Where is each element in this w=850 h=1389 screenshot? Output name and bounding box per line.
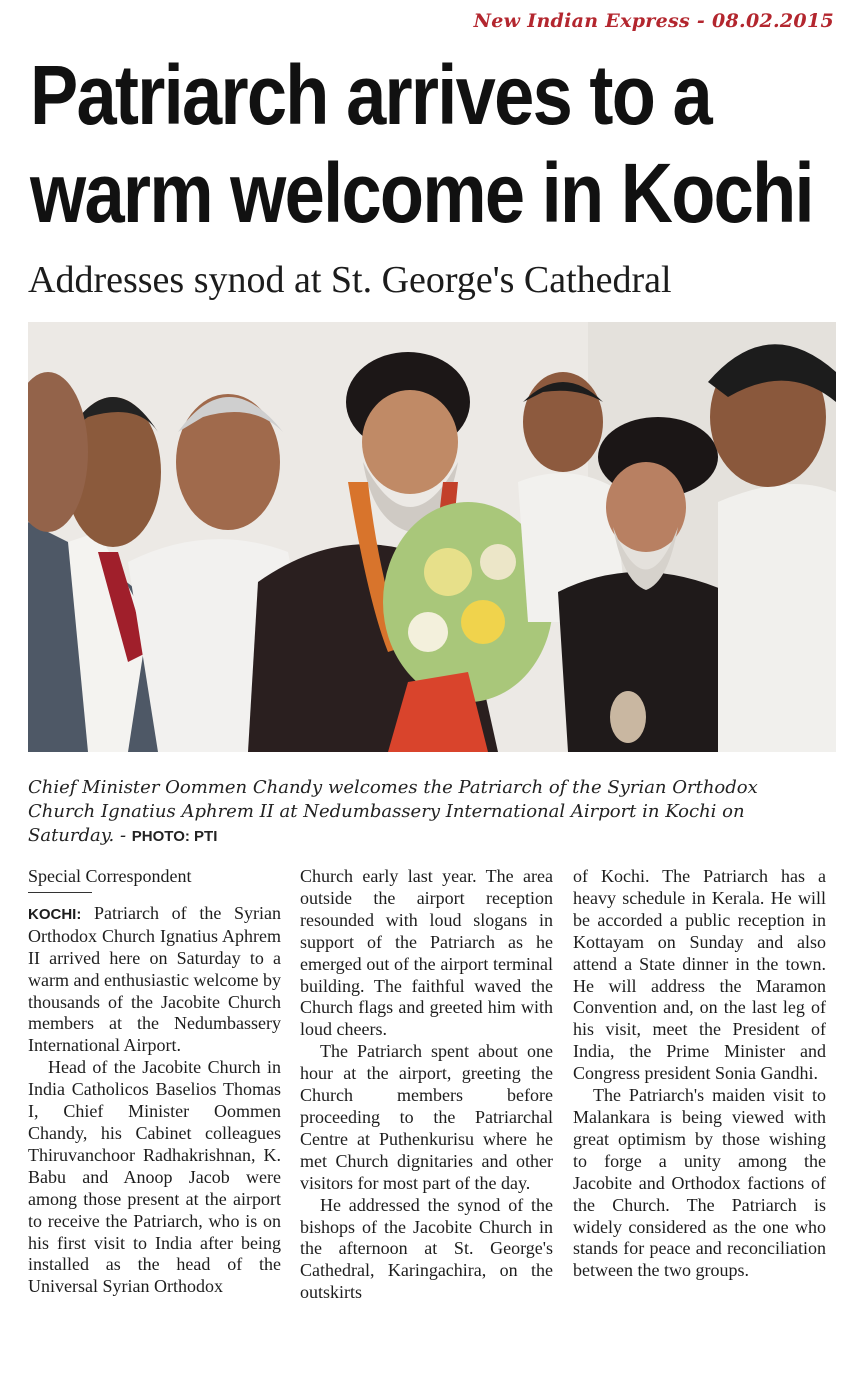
article-column-3	[573, 866, 826, 1282]
headline-line-1: Patriarch arrives to a	[30, 48, 711, 142]
photo-credit: PHOTO: PTI	[131, 828, 218, 845]
headline	[30, 46, 830, 242]
news-photo	[28, 322, 836, 752]
paragraph: Head of the Jacobite Church in India Catholicos Baselios Thomas I, Chief Minister Oommen Chandy, his Cabinet colleagues Thiruvanchoor Radhakrishnan, K. Babu and Anoop Jacob were among those present at the airport to receive the Patriarch, who is on his first visit to India after being installed as the head of the Universal Syrian Orthodox	[28, 1057, 281, 1297]
caption-text: Chief Minister Oommen Chandy welcomes the Patriarch of the Syrian Orthodox Church Ignatius Aphrem II at Nedumbassery International Airport in Kochi on Saturday. -	[28, 777, 758, 846]
paragraph: The Patriarch spent about one hour at the airport, greeting the Church members before proceeding to the Patriarchal Centre at Puthenkurisu where he met Church dignitaries and other visitors for most part of the day.	[300, 1041, 553, 1193]
subheadline: Addresses synod at St. George's Cathedral	[28, 259, 672, 301]
article-column-1	[28, 866, 281, 1298]
paragraph: Church early last year. The area outside the airport reception resounded with loud slogans in support of the Patriarch as he emerged out of the airport terminal building. The faithful waved the Church flags and greeted him with loud cheers.	[300, 866, 553, 1040]
headline-line-2: warm welcome in Kochi	[30, 146, 813, 240]
byline: Special Correspondent	[28, 866, 192, 886]
paragraph: He addressed the synod of the bishops of the Jacobite Church in the afternoon at St. George's Cathedral, Karingachira, on the outskirts	[300, 1194, 553, 1303]
source-note: New Indian Express - 08.02.2015	[473, 10, 834, 32]
paragraph: The Patriarch's maiden visit to Malankara is being viewed with great optimism by those wishing to forge a unity among the Jacobite and Orthodox factions of the Church. The Patriarch is widely considered as the one who stands for peace and reconciliation between the two groups.	[573, 1085, 826, 1281]
article-column-2	[300, 866, 553, 1304]
photo-caption	[28, 776, 828, 849]
paragraph: of Kochi. The Patriarch has a heavy schedule in Kerala. He will be accorded a public reception in Kottayam on Sunday and also attend a State dinner in the town. He will address the Maramon Convention and, on the last leg of his visit, meet the President of India, the Prime Minister and Congress president Sonia Gandhi.	[573, 866, 826, 1084]
byline-rule	[28, 892, 92, 893]
paragraph-text: Patriarch of the Syrian Orthodox Church Ignatius Aphrem II arrived here on Saturday to a warm and enthusiastic welcome by thousands of the Jacobite Church members at the Nedumbassery International Airport.	[28, 902, 282, 1056]
paragraph	[28, 903, 281, 1057]
dateline: KOCHI:	[28, 905, 82, 923]
